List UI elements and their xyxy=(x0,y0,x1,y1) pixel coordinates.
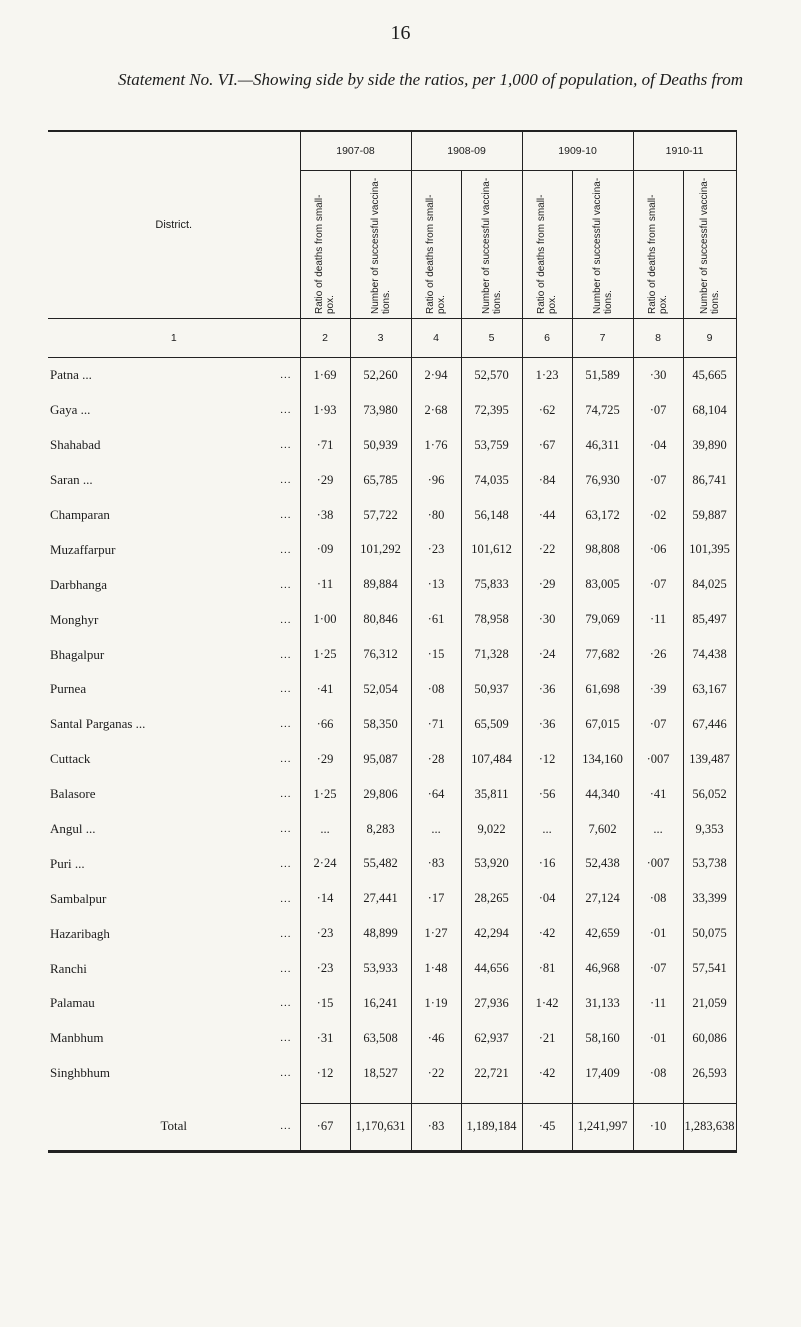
vaccinations-cell: 42,659 xyxy=(572,916,633,951)
vaccinations-cell: 78,958 xyxy=(461,602,522,637)
ratio-cell: ·30 xyxy=(633,358,683,393)
column-number: 4 xyxy=(411,319,461,358)
table-row xyxy=(48,463,736,498)
leader-dots: ... xyxy=(280,857,292,870)
vaccinations-cell: 63,508 xyxy=(350,1021,411,1056)
district-cell xyxy=(48,881,300,916)
ratio-cell: ·14 xyxy=(300,881,350,916)
vaccinations-cell: 83,005 xyxy=(572,567,633,602)
district-name: Sambalpur xyxy=(50,890,107,906)
ratio-header: Ratio of deaths from small-pox. xyxy=(633,171,683,319)
ratio-cell: ·96 xyxy=(411,463,461,498)
vaccinations-cell: 65,785 xyxy=(350,463,411,498)
total-cell: ·83 xyxy=(411,1103,461,1151)
ratio-cell: ·12 xyxy=(300,1056,350,1091)
table-row xyxy=(48,532,736,567)
leader-dots: ... xyxy=(280,962,292,975)
vaccinations-cell: 29,806 xyxy=(350,777,411,812)
table-row xyxy=(48,672,736,707)
district-cell xyxy=(48,846,300,881)
vaccinations-cell: 28,265 xyxy=(461,881,522,916)
vaccinations-cell: 76,312 xyxy=(350,637,411,672)
district-cell xyxy=(48,672,300,707)
vaccinations-cell: 52,260 xyxy=(350,358,411,393)
year-header: 1909-10 xyxy=(522,131,633,171)
vaccinations-cell: 89,884 xyxy=(350,567,411,602)
ratio-cell: ·08 xyxy=(633,1056,683,1091)
district-name: Darbhanga xyxy=(50,576,108,592)
ratio-cell: ·36 xyxy=(522,707,572,742)
total-cell: ·10 xyxy=(633,1103,683,1151)
vaccinations-cell: 53,933 xyxy=(350,951,411,986)
total-cell: 1,283,638 xyxy=(683,1103,736,1151)
ratio-cell: 1·48 xyxy=(411,951,461,986)
ratio-cell: ·80 xyxy=(411,498,461,533)
ratio-cell: ·01 xyxy=(633,1021,683,1056)
ratio-cell: ·04 xyxy=(633,428,683,463)
district-cell xyxy=(48,498,300,533)
ratio-cell: ·11 xyxy=(300,567,350,602)
ratio-cell: ·07 xyxy=(633,567,683,602)
ratio-cell: ·38 xyxy=(300,498,350,533)
vaccinations-header: Number of successful vaccina-tions. xyxy=(461,171,522,319)
district-cell xyxy=(48,393,300,428)
district-cell xyxy=(48,602,300,637)
table-row xyxy=(48,498,736,533)
table-row xyxy=(48,916,736,951)
total-cell: ·45 xyxy=(522,1103,572,1151)
ratio-cell: 1·25 xyxy=(300,777,350,812)
column-number: 9 xyxy=(683,319,736,358)
vaccinations-cell: 74,438 xyxy=(683,637,736,672)
vaccinations-cell: 86,741 xyxy=(683,463,736,498)
vaccinations-header: Number of successful vaccina-tions. xyxy=(683,171,736,319)
vaccinations-cell: 45,665 xyxy=(683,358,736,393)
district-name: Muzaffarpur xyxy=(50,541,116,557)
vaccinations-cell: 39,890 xyxy=(683,428,736,463)
ratio-cell: 1·25 xyxy=(300,637,350,672)
table-row xyxy=(48,881,736,916)
vaccinations-cell: 53,920 xyxy=(461,846,522,881)
leader-dots: ... xyxy=(280,823,292,836)
page-number: 16 xyxy=(390,22,411,44)
total-cell: ·67 xyxy=(300,1103,350,1151)
table-row xyxy=(48,637,736,672)
vaccinations-cell: 73,980 xyxy=(350,393,411,428)
vaccinations-cell: 55,482 xyxy=(350,846,411,881)
vaccinations-header: Number of successful vaccina-tions. xyxy=(572,171,633,319)
vaccinations-cell: 48,899 xyxy=(350,916,411,951)
ratio-cell: ·64 xyxy=(411,777,461,812)
district-name: Balasore xyxy=(50,786,96,802)
vaccinations-cell: 27,441 xyxy=(350,881,411,916)
vaccinations-cell: 59,887 xyxy=(683,498,736,533)
district-cell xyxy=(48,812,300,847)
vaccinations-cell: 50,937 xyxy=(461,672,522,707)
ratio-cell: ·83 xyxy=(411,846,461,881)
vaccinations-cell: 68,104 xyxy=(683,393,736,428)
ratio-cell: ·17 xyxy=(411,881,461,916)
leader-dots: ... xyxy=(280,509,292,521)
vaccinations-cell: 46,311 xyxy=(572,428,633,463)
vaccinations-cell: 79,069 xyxy=(572,602,633,637)
ratio-cell: ·15 xyxy=(411,637,461,672)
vaccinations-cell: 67,015 xyxy=(572,707,633,742)
column-number: 8 xyxy=(633,319,683,358)
ratio-cell: ·31 xyxy=(300,1021,350,1056)
ratio-cell: ... xyxy=(300,812,350,847)
district-name: Angul ... xyxy=(50,821,96,837)
vaccinations-cell: 44,340 xyxy=(572,777,633,812)
ratio-cell: ·28 xyxy=(411,742,461,777)
ratio-header: Ratio of deaths from small-pox. xyxy=(300,171,350,319)
table-row xyxy=(48,428,736,463)
ratio-cell: ·71 xyxy=(300,428,350,463)
table-row xyxy=(48,1056,736,1091)
district-cell xyxy=(48,532,300,567)
leader-dots: ... xyxy=(280,1120,292,1133)
leader-dots: ... xyxy=(280,578,292,591)
vaccinations-cell: 85,497 xyxy=(683,602,736,637)
ratio-cell: ·22 xyxy=(411,1056,461,1091)
ratio-cell: ·23 xyxy=(411,532,461,567)
ratio-cell: ·13 xyxy=(411,567,461,602)
district-cell xyxy=(48,1021,300,1056)
vaccinations-cell: 60,086 xyxy=(683,1021,736,1056)
district-name: Monghyr xyxy=(50,611,99,627)
ratio-cell: 2·94 xyxy=(411,358,461,393)
vaccinations-cell: 8,283 xyxy=(350,812,411,847)
vaccinations-cell: 65,509 xyxy=(461,707,522,742)
district-name: Gaya ... xyxy=(50,402,91,418)
ratio-cell: ·81 xyxy=(522,951,572,986)
ratio-cell: 2·24 xyxy=(300,846,350,881)
vaccinations-cell: 62,937 xyxy=(461,1021,522,1056)
total-cell: 1,189,184 xyxy=(461,1103,522,1151)
table-row xyxy=(48,986,736,1021)
ratio-cell: ·67 xyxy=(522,428,572,463)
ratio-cell: ·11 xyxy=(633,602,683,637)
vaccinations-cell: 52,054 xyxy=(350,672,411,707)
district-name: Palamau xyxy=(50,995,95,1011)
district-name: Shahabad xyxy=(50,437,101,453)
ratio-cell: ·16 xyxy=(522,846,572,881)
table-row xyxy=(48,1021,736,1056)
vaccinations-cell: 84,025 xyxy=(683,567,736,602)
vaccinations-cell: 56,052 xyxy=(683,777,736,812)
year-header: 1910-11 xyxy=(633,131,736,171)
column-number: 5 xyxy=(461,319,522,358)
ratio-cell: ·41 xyxy=(633,777,683,812)
district-name: Ranchi xyxy=(50,960,87,976)
vaccinations-cell: 35,811 xyxy=(461,777,522,812)
vaccinations-cell: 101,395 xyxy=(683,532,736,567)
vaccinations-cell: 31,133 xyxy=(572,986,633,1021)
ratio-cell: 1·19 xyxy=(411,986,461,1021)
ratio-cell: ·12 xyxy=(522,742,572,777)
vaccinations-cell: 18,527 xyxy=(350,1056,411,1091)
vaccinations-cell: 9,022 xyxy=(461,812,522,847)
table-row xyxy=(48,393,736,428)
vaccinations-cell: 107,484 xyxy=(461,742,522,777)
vaccinations-header: Number of successful vaccina-tions. xyxy=(350,171,411,319)
leader-dots: ... xyxy=(280,369,292,382)
district-name: Hazaribagh xyxy=(50,925,110,941)
leader-dots: ... xyxy=(280,543,292,556)
vaccinations-cell: 101,292 xyxy=(350,532,411,567)
ratio-cell: 1·27 xyxy=(411,916,461,951)
column-number: 6 xyxy=(522,319,572,358)
ratio-cell: ·07 xyxy=(633,463,683,498)
vaccinations-cell: 51,589 xyxy=(572,358,633,393)
leader-dots: ... xyxy=(280,439,292,452)
total-cell: 1,241,997 xyxy=(572,1103,633,1151)
ratio-cell: ·36 xyxy=(522,672,572,707)
vaccinations-cell: 9,353 xyxy=(683,812,736,847)
district-name: Cuttack xyxy=(50,751,91,767)
ratio-cell: ·007 xyxy=(633,742,683,777)
ratio-cell: ·15 xyxy=(300,986,350,1021)
ratio-cell: ·08 xyxy=(411,672,461,707)
vaccinations-cell: 52,438 xyxy=(572,846,633,881)
table-row xyxy=(48,358,736,393)
vaccinations-cell: 53,738 xyxy=(683,846,736,881)
vaccinations-cell: 77,682 xyxy=(572,637,633,672)
vaccinations-cell: 27,936 xyxy=(461,986,522,1021)
district-cell xyxy=(48,707,300,742)
ratio-cell: ·71 xyxy=(411,707,461,742)
vaccinations-cell: 46,968 xyxy=(572,951,633,986)
leader-dots: ... xyxy=(280,648,292,661)
district-header: District. xyxy=(48,131,300,319)
ratio-cell: 1·42 xyxy=(522,986,572,1021)
column-number: 1 xyxy=(48,319,300,358)
district-rows xyxy=(48,358,736,1091)
ratio-cell: ·23 xyxy=(300,916,350,951)
district-cell xyxy=(48,567,300,602)
vaccinations-cell: 98,808 xyxy=(572,532,633,567)
ratio-header: Ratio of deaths from small-pox. xyxy=(411,171,461,319)
ratio-cell: ·08 xyxy=(633,881,683,916)
district-cell xyxy=(48,986,300,1021)
vaccinations-cell: 22,721 xyxy=(461,1056,522,1091)
vaccinations-cell: 44,656 xyxy=(461,951,522,986)
ratio-cell: ·21 xyxy=(522,1021,572,1056)
ratio-cell: ·24 xyxy=(522,637,572,672)
district-cell xyxy=(48,951,300,986)
vaccinations-cell: 57,722 xyxy=(350,498,411,533)
ratio-cell: ·23 xyxy=(300,951,350,986)
column-number: 7 xyxy=(572,319,633,358)
ratio-cell: ·66 xyxy=(300,707,350,742)
ratio-cell: ·29 xyxy=(300,463,350,498)
table-row xyxy=(48,567,736,602)
vaccinations-cell: 67,446 xyxy=(683,707,736,742)
total-label: Total ... xyxy=(48,1103,300,1151)
ratio-cell: ·56 xyxy=(522,777,572,812)
vaccinations-cell: 27,124 xyxy=(572,881,633,916)
ratio-cell: ·62 xyxy=(522,393,572,428)
district-cell xyxy=(48,358,300,393)
vaccinations-cell: 76,930 xyxy=(572,463,633,498)
district-name: Puri ... xyxy=(50,855,85,871)
vaccinations-cell: 61,698 xyxy=(572,672,633,707)
ratio-cell: ·007 xyxy=(633,846,683,881)
leader-dots: ... xyxy=(280,1032,292,1045)
district-name: Bhagalpur xyxy=(50,646,105,662)
leader-dots: ... xyxy=(280,927,292,940)
ratio-cell: 1·93 xyxy=(300,393,350,428)
ratio-cell: 1·69 xyxy=(300,358,350,393)
ratio-cell: ·04 xyxy=(522,881,572,916)
district-cell xyxy=(48,463,300,498)
vaccinations-cell: 58,160 xyxy=(572,1021,633,1056)
table-row xyxy=(48,951,736,986)
ratio-cell: ·02 xyxy=(633,498,683,533)
ratio-cell: ·39 xyxy=(633,672,683,707)
ratio-cell: ·07 xyxy=(633,951,683,986)
vaccinations-cell: 21,059 xyxy=(683,986,736,1021)
leader-dots: ... xyxy=(280,753,292,766)
vaccinations-cell: 33,399 xyxy=(683,881,736,916)
column-number: 3 xyxy=(350,319,411,358)
ratio-cell: ... xyxy=(411,812,461,847)
district-name: Singhbhum xyxy=(50,1065,110,1081)
vaccinations-cell: 26,593 xyxy=(683,1056,736,1091)
vaccinations-cell: 72,395 xyxy=(461,393,522,428)
vaccinations-cell: 56,148 xyxy=(461,498,522,533)
district-name: Manbhum xyxy=(50,1030,104,1046)
ratio-cell: ·42 xyxy=(522,1056,572,1091)
ratio-cell: ·41 xyxy=(300,672,350,707)
vaccinations-cell: 134,160 xyxy=(572,742,633,777)
district-cell xyxy=(48,1056,300,1091)
vaccinations-cell: 71,328 xyxy=(461,637,522,672)
vaccinations-cell: 16,241 xyxy=(350,986,411,1021)
vaccinations-cell: 74,725 xyxy=(572,393,633,428)
vaccinations-cell: 75,833 xyxy=(461,567,522,602)
district-name: Patna ... xyxy=(50,367,92,383)
vaccinations-cell: 52,570 xyxy=(461,358,522,393)
vaccinations-cell: 57,541 xyxy=(683,951,736,986)
table-row xyxy=(48,777,736,812)
leader-dots: ... xyxy=(280,1067,292,1080)
vaccinations-cell: 80,846 xyxy=(350,602,411,637)
ratio-cell: ·44 xyxy=(522,498,572,533)
ratio-cell: 2·68 xyxy=(411,393,461,428)
ratio-cell: ·29 xyxy=(522,567,572,602)
vaccinations-cell: 17,409 xyxy=(572,1056,633,1091)
ratio-cell: ·09 xyxy=(300,532,350,567)
vaccinations-cell: 63,167 xyxy=(683,672,736,707)
table-row xyxy=(48,707,736,742)
ratio-cell: ... xyxy=(522,812,572,847)
district-cell xyxy=(48,777,300,812)
total-cell: 1,170,631 xyxy=(350,1103,411,1151)
ratio-cell: ·61 xyxy=(411,602,461,637)
ratio-cell: 1·00 xyxy=(300,602,350,637)
leader-dots: ... xyxy=(280,474,292,487)
vaccinations-cell: 139,487 xyxy=(683,742,736,777)
district-cell xyxy=(48,428,300,463)
ratio-cell: ·06 xyxy=(633,532,683,567)
ratio-cell: 1·76 xyxy=(411,428,461,463)
ratio-cell: ·26 xyxy=(633,637,683,672)
ratio-cell: ·01 xyxy=(633,916,683,951)
leader-dots: ... xyxy=(280,718,292,731)
leader-dots: ... xyxy=(280,683,292,696)
ratio-cell: ·29 xyxy=(300,742,350,777)
vaccinations-cell: 53,759 xyxy=(461,428,522,463)
district-cell xyxy=(48,637,300,672)
ratio-cell: ·46 xyxy=(411,1021,461,1056)
ratio-cell: ... xyxy=(633,812,683,847)
year-header: 1907-08 xyxy=(300,131,411,171)
vaccinations-cell: 42,294 xyxy=(461,916,522,951)
table-row xyxy=(48,846,736,881)
leader-dots: ... xyxy=(280,788,292,801)
ratio-cell: ·07 xyxy=(633,707,683,742)
vaccinations-cell: 74,035 xyxy=(461,463,522,498)
ratio-cell: ·30 xyxy=(522,602,572,637)
year-header: 1908-09 xyxy=(411,131,522,171)
district-cell xyxy=(48,916,300,951)
vaccinations-cell: 58,350 xyxy=(350,707,411,742)
vaccinations-cell: 101,612 xyxy=(461,532,522,567)
ratio-cell: ·84 xyxy=(522,463,572,498)
vaccinations-cell: 50,075 xyxy=(683,916,736,951)
vaccinations-cell: 63,172 xyxy=(572,498,633,533)
statement-title: Statement No. VI.—Showing side by side the ratios, per 1,000 of population, of Deaths from xyxy=(118,70,744,89)
vaccinations-cell: 95,087 xyxy=(350,742,411,777)
district-name: Champaran xyxy=(50,507,110,522)
leader-dots: ... xyxy=(280,892,292,905)
ratio-cell: ·11 xyxy=(633,986,683,1021)
district-name: Purnea xyxy=(50,681,87,697)
ratio-header: Ratio of deaths from small-pox. xyxy=(522,171,572,319)
statement-table xyxy=(48,130,737,1153)
district-cell xyxy=(48,742,300,777)
leader-dots: ... xyxy=(280,613,292,626)
ratio-cell: ·07 xyxy=(633,393,683,428)
district-name: Saran ... xyxy=(50,472,93,488)
table-row xyxy=(48,742,736,777)
leader-dots: ... xyxy=(280,404,292,417)
ratio-cell: ·22 xyxy=(522,532,572,567)
vaccinations-cell: 7,602 xyxy=(572,812,633,847)
district-name: Santal Parganas ... xyxy=(50,716,146,732)
table-row xyxy=(48,602,736,637)
vaccinations-cell: 50,939 xyxy=(350,428,411,463)
ratio-cell: 1·23 xyxy=(522,358,572,393)
column-number: 2 xyxy=(300,319,350,358)
ratio-cell: ·42 xyxy=(522,916,572,951)
table-row xyxy=(48,812,736,847)
total-row xyxy=(48,1103,736,1151)
leader-dots: ... xyxy=(280,997,292,1010)
